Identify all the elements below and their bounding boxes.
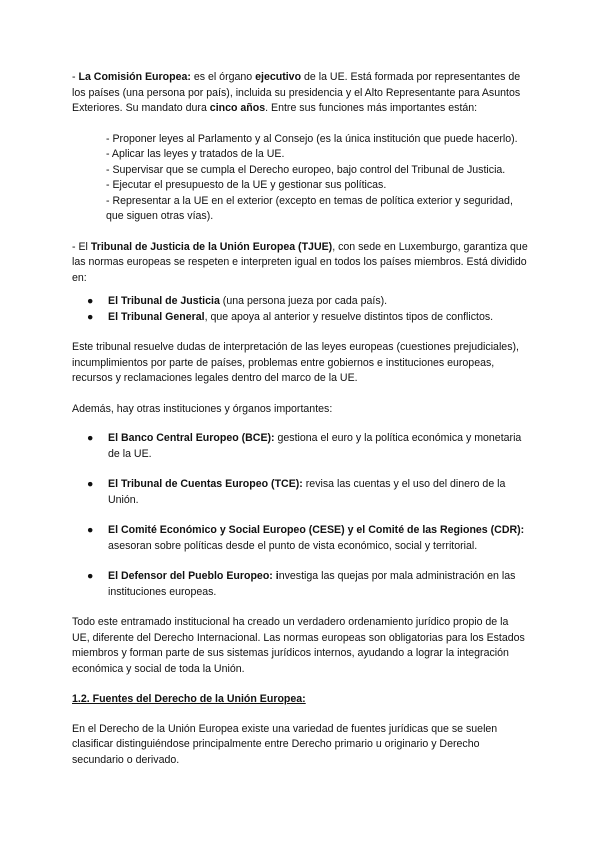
others-section (72, 402, 528, 601)
commission-functions-list (72, 132, 528, 225)
dash: - (72, 71, 79, 83)
tjue-title: Tribunal de Justicia de la Unión Europea (TJUE) (90, 240, 333, 253)
list-item (72, 569, 528, 600)
text-run: gestiona el euro y la política económica y monetaria de la UE. (108, 432, 522, 460)
bold-run: El Tribunal de Cuentas Europeo (TCE): (108, 478, 303, 490)
bold-run: El Banco Central Europeo (BCE): (108, 432, 275, 444)
bold-run: El Comité Económico y Social Europeo (CESE) y el Comité de las Regiones (CDR): (108, 524, 525, 536)
text-run: revisa las cuentas y el uso del dinero de la Unión. (108, 478, 506, 506)
tjue-summary: Este tribunal resuelve dudas de interpretación de las leyes europeas (cuestiones prejudiciales), incumplimientos por parte de países, problemas entre gobiernos e instituciones europeas, recursos y reclamaciones legales dentro del marco de la UE. (72, 341, 519, 384)
text-run: . Entre sus funciones más importantes están: (265, 102, 478, 114)
bullet-icon: ● (87, 570, 94, 582)
bold-run: El Defensor del Pueblo Europeo: i (108, 570, 279, 582)
section-body: En el Derecho de la Unión Europea existe una variedad de fuentes jurídicas que se suelen clasificar distinguiéndose principalmente entre Derecho primario u originario y Derecho secundario o derivado. (72, 722, 498, 766)
function-item: - Representar a la UE en el exterior (excepto en temas de política exterior y seguridad, que siguen otras vías). (106, 194, 513, 222)
text-run: asesoran sobre políticas desde el punto de vista económico, social y territorial. (108, 539, 478, 552)
bullet-icon: ● (87, 524, 94, 536)
commission-section (72, 70, 528, 225)
tjue-section (72, 240, 528, 326)
text-run: - El (72, 240, 91, 253)
list-item (72, 477, 528, 508)
others-bullet-list (72, 431, 528, 600)
list-item (72, 523, 528, 554)
text-run: nvestiga las quejas por mala administración en las instituciones europeas. (108, 570, 516, 598)
list-item (72, 310, 528, 326)
function-item: - Supervisar que se cumpla el Derecho europeo, bajo control del Tribunal de Justicia. (106, 163, 506, 176)
tjue-bullet-list (72, 294, 528, 325)
function-item: - Proponer leyes al Parlamento y al Consejo (es la única institución que puede hacerlo). (106, 132, 518, 145)
tjue-paragraph (72, 240, 528, 287)
text-run: de la UE. Está formada por representantes de los países (una persona por país), incluida su presidencia y el Alto Representante para Asuntos Exteriores. Su mandato dura (72, 71, 521, 114)
function-item: - Ejecutar el presupuesto de la UE y gestionar sus políticas. (106, 179, 387, 191)
bullet-icon: ● (87, 295, 94, 307)
conclusion-paragraph: Todo este entramado institucional ha creado un verdadero ordenamiento jurídico propio de la UE, diferente del Derecho Internacional. Las normas europeas son obligatorias para los Estados miembros y forman parte de sus sistemas jurídicos internos, ayudando a lograr la integración económica y social de toda la Unión. (72, 616, 525, 675)
bold-run: El Tribunal de Justicia (108, 295, 220, 307)
text-run: , con sede en Luxemburgo, garantiza que las normas europeas se respeten e interpreten igual en todos los países miembros. Está dividido en: (72, 240, 528, 284)
function-item: - Aplicar las leyes y tratados de la UE. (106, 148, 285, 160)
section-heading: 1.2. Fuentes del Derecho de la Unión Europea: (72, 693, 306, 705)
text-run: , que apoya al anterior y resuelve distintos tipos de conflictos. (204, 310, 494, 323)
others-intro: Además, hay otras instituciones y órganos importantes: (72, 402, 333, 415)
bullet-icon: ● (87, 310, 94, 323)
list-item (72, 294, 528, 310)
bold-run: El Tribunal General (108, 310, 205, 323)
commission-title: La Comisión Europea: (78, 71, 191, 83)
commission-paragraph (72, 70, 528, 117)
bullet-icon: ● (87, 478, 94, 490)
bold-run: ejecutivo (255, 71, 302, 83)
text-run: (una persona jueza por cada país). (219, 295, 388, 307)
document-page (72, 70, 528, 768)
text-run: es el órgano (190, 71, 256, 83)
bold-run: cinco años (209, 102, 266, 114)
bullet-icon: ● (87, 432, 94, 444)
list-item (72, 431, 528, 462)
